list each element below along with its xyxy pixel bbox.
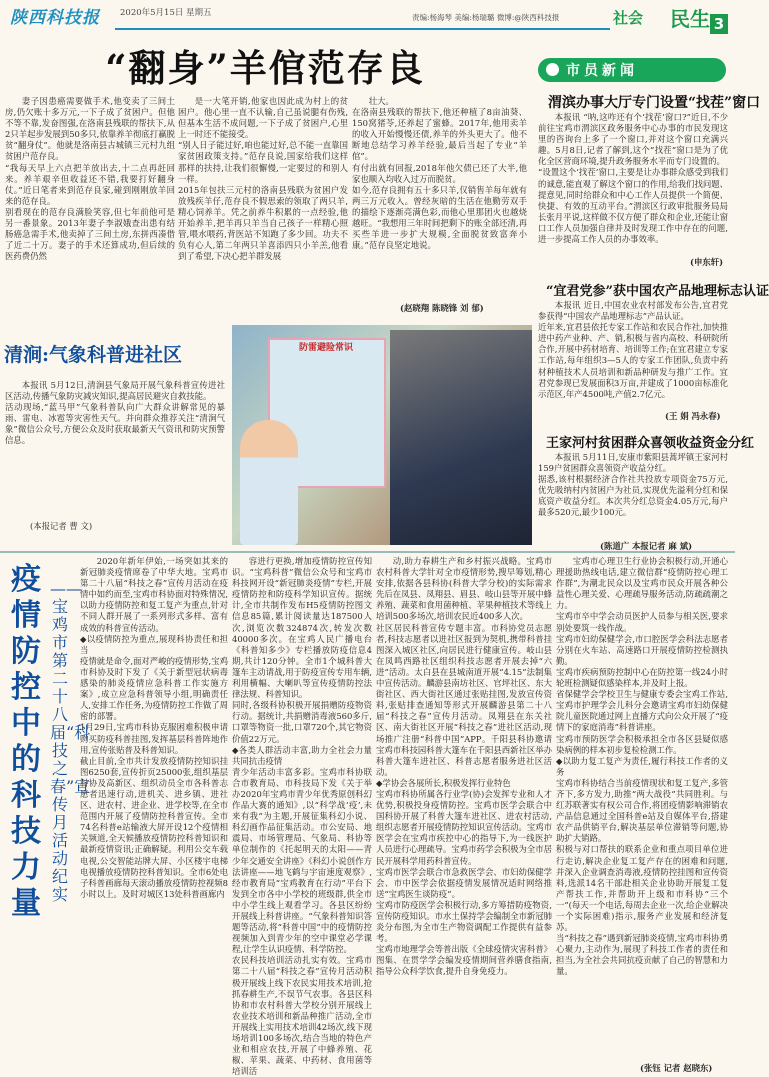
- news2-body: 本报讯 近日,中国农业农村部发布公告,宜君党参获得“中国农产品地理标志”产品认证。 近年来,宜君县依托专家工作站和农民合作社,加快推进中药产业种、产、销,积极与省内高校、科研院所合作,开展中药材培育、培训等工作;在宜君建立专家工作站,每年组织3—5人的专家工作团队,负责中药材种植技术人员培训和新品种研发与推广工作。宜君党参现已发展面积3万亩,并建成了1000亩标准化示范区,年产4500吨,产值2.7亿元。: [538, 300, 728, 399]
- feature-column-3: 动,助力春耕生产和乡村振兴战略。宝鸡市农村科普大学针对全市疫情形势,搜早筹划,精心安排,依据各县科协(科普大学分校)的实际需求先后在凤县、凤翔县、眉县、岐山县等开展中蜂养殖、蔬菜和食用菌种植、苹果种植技术等线上培训500多场次,培训农民近400多人次。 社区居民科普宣传专题丰富。市科协党员志愿者,科技志愿者以进社区报到为契机,携带科普挂图深入城区社区,向居民进行健康宣传。岐山县在凤鸣西路社区组织科技志愿者开展去掉“六进”活动。太白县在县城南道开展“4.15”法制集中宣传活动。麟游县南坊社区、官坪社区、东大街社区、西大街社区通过张贴挂图,发放宣传资料,张贴排查通知等形式开展麟游县第二十八届“科技之春”宣传月活动。凤翔县在东关社区、南大街社区开展“科技之春”进社区活动,现场推广注册“科普中国”APP。千阳县科协邀请宝鸡市科技园科普大篷车在千阳县西新社区举办科普大篷车进社区、科普志愿者服务进社区活动。 ◆学协会各展所长,积极发挥行业特色 宝鸡市科协所属各行业学(协)会发挥专业和人才优势,积极投身疫情防控。宝鸡市医学会联合中国科协开展了科普大篷车进社区、进农村活动,组织志愿者开展疫情防控知识宣传活动。宝鸡市医学会在宝鸡市疾控中心的指导下,为一线医护人员进行心理疏导。宝鸡市药学会积极为全市居民开展科学用药科普宣传。 宝鸡市医学会联合市急救医学会、市妇幼保健学会、市中医学会依据疫情发展情况适时网络推送“宝鸡医生谈防疫”。 宝鸡市防疫医学会积极行动,多方筹措防疫物资,宣传防疫知识。市水土保持学会编制全市新冠肺炎分布图,为全市生产物资调配工作提供有益参考。 宝鸡市地理学会等普出版《全球疫情灾害科普》图集、在贯学学会编发疫情期间营养膳食指南,指导公众科学饮食,提升自身免疫力。: [376, 556, 552, 977]
- news1-body: 本报讯 “呐,这咋还有个‘找茬’窗口?”近日,不少前往宝鸡市渭滨区政务服务中心办事的市民发现这里的咨询台上多了一个窗口,并对这个窗口充满兴趣。5月8日,记者了解到,这个“找茬”窗口是为了优化全区营商环境,提升政务服务水平而专门设置的。 “设置这个‘找茬’窗口,主要是让办事群众感受到我们的诚意,能直观了解这个窗口的作用,给我们找问题、提意见,同时给群众和中心工作人员提供一个简便、快捷、有效的互动平台。”渭滨区行政审批服务局局长张月平说,这样做不仅方便了群众和企业,还能让窗口工作人员加强自律并及时发现工作中存在的问题,进一步提高工作人员的办事效率。: [538, 112, 728, 245]
- feature-byline: (张钰 记者 赵晓东): [640, 1063, 713, 1073]
- lead-column-3: 壮大。 在洛南县残联的帮扶下,他还种植了8亩油葵、150窝猪苓,还养起了蜜蜂。2017年,他用卖羊的收入开始慢慢还债,养羊的外头更大了。他不断地总结学习养羊经验,最后当起了专业“羊倌”。 有付出就有回报,2018年他欠债已还了大半,他家也顺入均收入过万而脱贫。 如今,范存良拥有五十多只羊,仅销售羊每年就有两三万元收入。曾经灰暗的生活在他勤劳双手的描绘下逐渐亮满色彩,而他心里那团火也越烧越旺。“我想用三年时间把剩下的账全部还清,再买些羊进一步扩大规模,全面脱贫致富奔小康。”范存良坚定地说。: [352, 96, 527, 251]
- news1-headline: 渭滨办事大厅专门设置“找茬”窗口: [548, 95, 761, 111]
- section-label-2: 民生: [670, 7, 710, 31]
- news3-headline: 王家河村贫困群众喜领收益资金分红: [546, 436, 755, 451]
- header-rule: [115, 28, 610, 30]
- news2-headline: “宜君党参”获中国农产品地理标志认证: [546, 284, 769, 299]
- feature-column-4: 宝鸡市心理卫生行业协会积极行动,开通心理援助热线电话,建立微信群“疫情防控心理工作群”,为潮北民众以及宝鸡市民众开展各种公益性心理关爱、心理疏导服务活动,防疏疏潮之力。 宝鸡市卒中学会动员医护人员参与相关医,要求别处要筑一线作战。 宝鸡市妇幼保健学会,市口腔医学会科法志愿者分别在火车站、高速路口开展疫情防控检测执勤。 宝鸡市疾病预防控制中心在防控第一线24小时轮班检测疑似感染样本,并及时上报。 省保健学会学校卫生与健康专委会宝鸡工作站,宝鸡市护理学会儿科分会邀请宝鸡市妇幼保健院儿童医院通过网上直播方式向公众开展了“疫情下的家庭消毒”科普讲座。 宝鸡市预防医学会积极承担全市各区县疑似感染病例的样本初步复检检测工作。 ◆以助力复工复产为责任,履行科技工作者的义务 宝鸡市科协结合当前疫情现状和复工复产,多管齐下,多方发力,助推“两大战役”共同胜利。与红苏联著实有权公司合作,将团疫情影响滞销农产品信息通过全国科普e站及自媒体平台,搭建农产品供销平台,解决基层单位滞销等问题,协助扩大销路。 积极与对口帮扶的联系企业和重点项目单位进行走访,解决企业复工复产存在的困难和问题,并深入企业调查消毒液,疫情防控挂图和宣传资料,选派14名干部赴相关企业协助开展复工复产帮扶工作,并帮助开上级和市科协“三个一”(每天一个电话,每周去企业一次,给企业解决一个实际困难)指示,服务产业发展和经济复苏。 当“科技之春”遇到新冠肺炎疫情,宝鸡市科协勇心聚力,主动作为,展现了科技工作者的责任和担当,为全社会共同抗疫贡献了自己的智慧和力量。: [556, 556, 728, 977]
- bullet-icon: [546, 63, 559, 76]
- lead-column-2: 是一大笔开销,他家也因此成为村上的贫困户。他心里一直不认输,自己虽说腿有伤残,但基本生活不成问题,一下子成了贫困户,心里上一时还不能接受。 “别人日子能过好,咱也能过好,总不能一直靠国家贫困政策支持。”范存良说,国家给我们这样那样的扶持,让我们很懈慢,一定要过的和别人一样。 2015年包扶三元村的洛南县残联为贫困户发放残疾羊仔,范存良不假思索的领取了两只羊,精心饲养羊。凭之前养牛积累的一点经验,他开始养羊,把羊再只羊当自己孩子一样精心照管,喂水喂药,背医站不知跑了多少回。功夫不负有心人,第二年两只羊喜添四只小羊羔,他看到了希望,下决心把羊群发展: [178, 96, 348, 262]
- newspaper-brand: 陕西科技报: [10, 8, 100, 28]
- issue-date: 2020年5月15日 星期五: [120, 8, 212, 18]
- poster-title: 防雷避险常识: [298, 343, 353, 353]
- photo-child: [240, 420, 298, 545]
- editor-credits: 责编:杨海琴 美编:杨瑞璐 微博:@陕西科技报: [412, 13, 560, 22]
- news1-byline: (申东轩): [690, 257, 724, 267]
- page-number: 3: [710, 14, 728, 34]
- news-section-title: 市员新闻: [566, 63, 638, 79]
- lead-column-1: 妻子因患癌需要做手术,他变卖了三间土房,仍欠账十多万元,一下子成了贫困户。但他不等不靠,发奋图强,在洛南县残联的帮扶下,从2只羊起步发展到50多只,依靠养羊彻底打赢脱贫“翻身仗”。他就是洛南县古城镇三元村九组贫困户范存良。 “我每天早上六点把羊放出去,十二点再赶回来。养羊艰辛但收益还不错,我要打好翻身仗。”近日笔者来到范存良家,碰到刚刚放羊回来的范存良。 别看现在的范存良满脸笑容,但七年前他可是另一番景象。2013年妻子李淑娥查出患有结肠癌急需手术,他卖掉了三间土房,东拼西凑借了近二十万。妻子的手术还算成功,但后续的医药费仍然: [5, 96, 175, 262]
- feature-column-2: 容进行更换,增加疫情防控宣传知识。“宝鸡科普”微信公众号和宝鸡市科技网开设“新冠肺炎疫情”专栏,开展疫情防控和防疫科学知识宣传。据统计,全市共制作发布H5疫情防控图文信息85篇,累计阅读量达187500人次,浏览次数324874次,转发次数40000多次。在宝鸡人民广播电台《科普知多少》专栏播放防疫信息4期,共计120分钟。全市1个城科普大篷车主动请战,用于防疫宣传专用车辆,利用横幅、大喇叭等宣传疫情防控法律法规、科普知识。 同时,各级科协积极开展捐赠防疫物资行动。据统计,共捐赠消毒液560多斤,口罩等物资一批,口罩720个,其它物资价值22万元。 ◆各类人群活动丰富,助力全社会力量共同抗击疫情 青少年活动丰富多彩。宝鸡市科协联合市教育局、市科技局下发《关于举办2020年宝鸡市青少年优秀原创科幻作品大赛的通知》,以“科学战‘疫’,未来有我”为主题,开展征集科幻小说、科幻画作品征集活动。市公安局、地震局、市场管理局、气象局、科协等单位制作的《托起明天的太阳——青少年交通安全讲座》《科幻小说创作方法讲座——地飞鹤与宇宙速度观察》,经市教育局“宝鸡教育在行动”平台下发到全市各中小学校的班级群,供全市中小学生线上观看学习。各县区纷纷开展线上科普讲座。“气象科普知识答题等活动,将“科普中国”中的疫情防控视频加入到青少年的空中课堂必学课程,让学生认识疫情、科学防控。 农民科技培训活动扎实有效。宝鸡市第二十八届“科技之春”宣传月活动积极开展线上线下农民实用技术培训,抢抓春耕生产,不误节气农事。各县区科协和市农村科普大学校分别开展线上农业技术培训和新品种推广活动,全市开展线上实用技术培训42场次,线下现场培训100多场次,结合当地的特色产业和相应农技,开展了中蜂养殖、花椒、苹果、蔬菜、中药材、食用菌等培训活: [232, 556, 372, 1077]
- lead-byline: (赵晓翔 陈晓锋 刘 郁): [400, 303, 484, 313]
- news3-body: 本报讯 5月11日,安康市紫阳县蒿坪镇王家河村159户贫困群众喜领资产收益分红。 据悉,该村根据经济合作社共投放专项资金75万元,优先吸纳村内贫困户为社员,实现优先溢利分红和保底资产收益分红。本次共分红总资金4.05万元,每户最多520元,最少100元。: [538, 452, 728, 518]
- feature-headline: 疫情防控中的科技力量: [11, 562, 41, 921]
- lead-headline: “翻身”羊倌范存良: [105, 46, 425, 90]
- news3-byline: (陈道广 本报记者 麻 斌): [600, 541, 693, 551]
- qinjian-headline: 清涧:气象科普进社区: [4, 344, 183, 366]
- feature-subheadline: ——宝鸡市第二十八届“科技之春”宣传月活动纪实: [50, 579, 91, 904]
- qinjian-byline: (本报记者 曹 文): [30, 521, 93, 531]
- photo-man: [390, 330, 532, 545]
- section-label: 社会: [613, 9, 644, 27]
- news2-byline: (王 娟 冯永春): [665, 411, 721, 421]
- feature-column-1: 2020年新年伊始,一场突如其来的新冠肺炎疫情席卷了中华大地。宝鸡市第二十八届“科技之春”宣传月活动在疫情中如约而至,宝鸡市科协面对特殊情况,以助力疫情防控和复工复产为重点,针对不同人群开展了一系列形式多样、富有成效的科普宣传活动。 ◆以疫情防控为重点,展现科协责任和担当 疫情就是命令,面对严峻的疫情形势,宝鸡市科协及时下发了《关于新型冠状病毒感染的肺炎疫情应急科普工作实施方案》,成立应急科普领导小组,明确责任人,安排工作任务,为疫情防控工作做了周密的部署。 1月29日,宝鸡市科协克服困难积极申请购买防疫科普挂图,发挥基层科普阵地作用,宣传张贴普及科普知识。 截止目前,全市共计发放疫情防控知识挂图6250套,宣传折页25000张,组织基层科协及高新区、组织动员全市各科普志愿者迅速行动,进机关、进乡镇、进社区、进农村、进企业、进学校等,在全市范围内开展了疫情防控科普宣传。全市74名科普e站输液大屏开设12个疫情相关频道,全天候播放疫情防控科普知识和最新疫情资讯;正确解疑。利用公交车载电视,公交智能站牌大屏、小区楼宇电梯电视播放疫情防控科普知识。全市6处电子科普画廊每天滚动播放疫情防控视频8小时以上。及时对城区13处科普画廊内: [80, 556, 228, 899]
- qinjian-body: 本报讯 5月12日,清涧县气象局开展气象科普宣传进社区活动,传播气象防灾减灾知识,提高居民避灾自救技能。 活动现场,“蓝马甲”气象科普队向广大群众讲解常见的暴雨、雷电、冰雹等灾害性天气。并向群众推荐关注“清涧气象”微信公众号,方便公众及时获取最新天气资讯和防灾预警信息。: [5, 380, 225, 446]
